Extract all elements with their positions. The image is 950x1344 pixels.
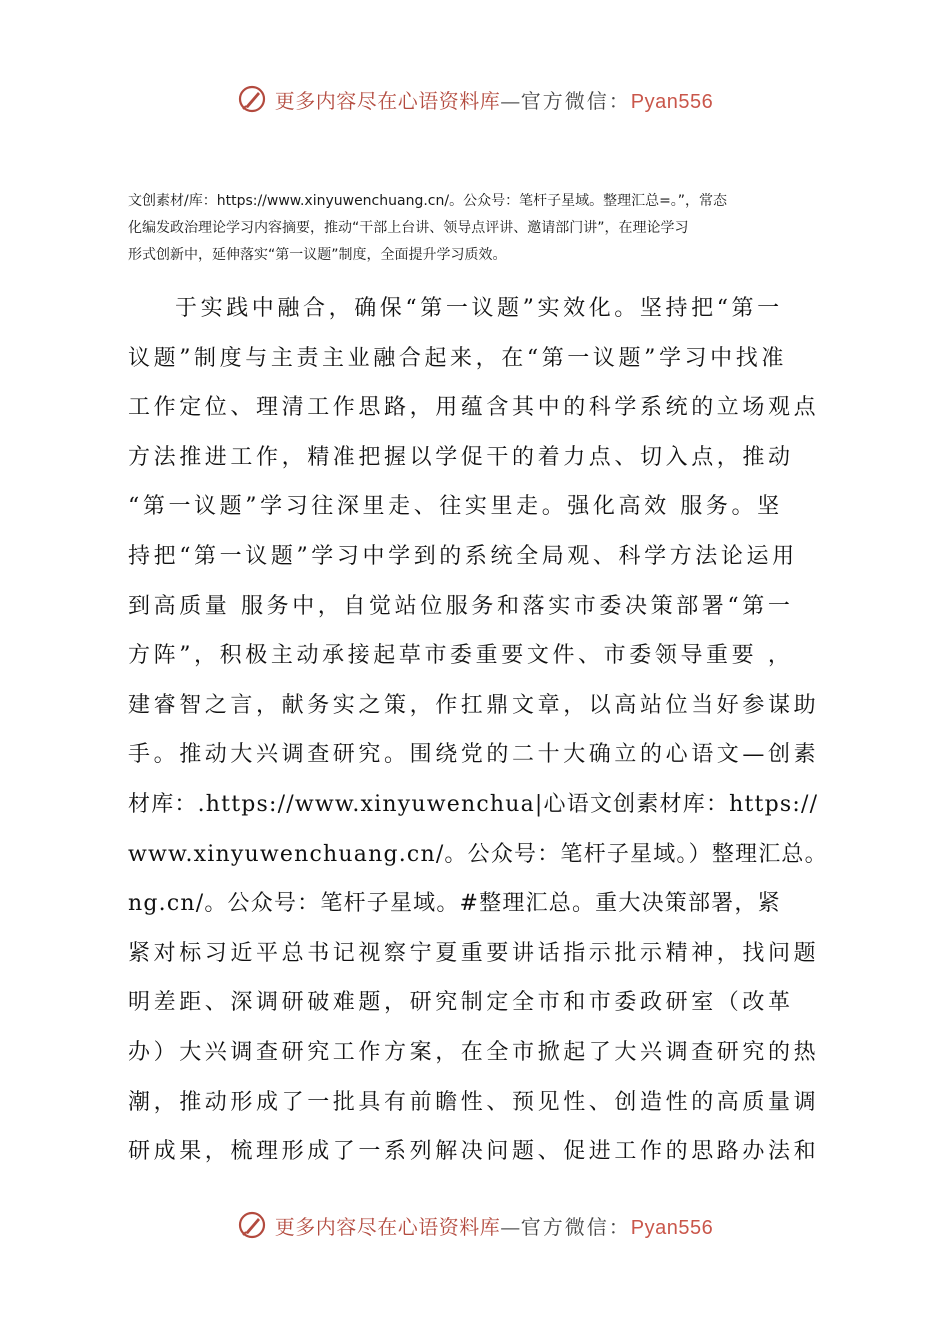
body-line: “第一议题”学习往深里走、往实里走。强化高效 服务。坚 — [128, 494, 783, 520]
body-line: 紧对标习近平总书记视察宁夏重要讲话指示批示精神，找问题 — [128, 940, 820, 966]
body-line: 明差距、深调研破难题，研究制定全市和市委政研室（改革 — [128, 990, 794, 1016]
watermark-text — [275, 1211, 713, 1240]
intro-line: 形式创新中，延伸落实“第一议题”制度，全面提升学习质效。 — [128, 247, 507, 263]
body-line: www.xinyuwenchuang.cn/。公众号：笔杆子星域。）整理汇总。 — [128, 841, 828, 867]
body-line: 手。推动大兴调查研究。围绕党的二十大确立的心语文—创素 — [128, 742, 820, 768]
body-line: 办）大兴调查研究工作方案，在全市掀起了大兴调查研究的热 — [128, 1039, 820, 1065]
watermark-wechat-id: Pyan556 — [630, 90, 714, 113]
header-watermark — [0, 84, 950, 114]
footer-watermark — [0, 1210, 950, 1240]
body-line: ng.cn/。公众号：笔杆子星域。#整理汇总。重大决策部署，紧 — [128, 891, 781, 917]
body-line: 建睿智之言，献务实之策，作扛鼎文章，以高站位当好参谋助 — [128, 692, 820, 718]
watermark-wechat-label: 官方微信： — [520, 88, 631, 113]
body-line: 潮，推动形成了一批具有前瞻性、预见性、创造性的高质量调 — [128, 1089, 820, 1115]
body-line: 研成果，梳理形成了一系列解决问题、促进工作的思路办法和 — [128, 1139, 820, 1165]
body-line: 工作定位、理清工作思路，用蕴含其中的科学系统的立场观点 — [128, 395, 820, 421]
intro-paragraph — [128, 188, 828, 269]
body-paragraph — [128, 284, 828, 1177]
intro-line: 文创素材/库：https://www.xinyuwenchuang.cn/。公众号：笔杆子星域。整理汇总=。”，常态 — [128, 193, 728, 209]
intro-line: 化编发政治理论学习内容摘要，推动“干部上台讲、领导点评讲、邀请部门讲”，在理论学习 — [128, 220, 689, 236]
quill-logo-icon — [237, 1210, 267, 1240]
body-line: 于实践中融合，确保“第一议题”实效化。坚持把“第一 — [175, 296, 783, 321]
body-line: 材库：.https://www.xinyuwenchua|心语文创素材库：https:// — [128, 791, 819, 817]
body-line: 方阵”，积极主动承接起草市委重要文件、市委领导重要 ， — [128, 643, 794, 669]
watermark-separator: — — [500, 88, 521, 113]
body-line: 议题”制度与主责主业融合起来，在“第一议题”学习中找准 — [128, 345, 787, 371]
watermark-separator: — — [500, 1214, 521, 1239]
watermark-text — [275, 85, 713, 114]
quill-logo-icon — [237, 84, 267, 114]
watermark-wechat-label: 官方微信： — [520, 1214, 631, 1239]
watermark-brand: 更多内容尽在心语资料库 — [274, 88, 501, 113]
body-line: 方法推进工作，精准把握以学促干的着力点、切入点，推动 — [128, 444, 794, 470]
watermark-wechat-id: Pyan556 — [630, 1216, 714, 1239]
body-line: 到高质量 服务中，自觉站位服务和落实市委决策部署“第一 — [128, 593, 794, 619]
body-line: 持把“第一议题”学习中学到的系统全局观、科学方法论运用 — [128, 543, 798, 569]
watermark-brand: 更多内容尽在心语资料库 — [274, 1214, 501, 1239]
